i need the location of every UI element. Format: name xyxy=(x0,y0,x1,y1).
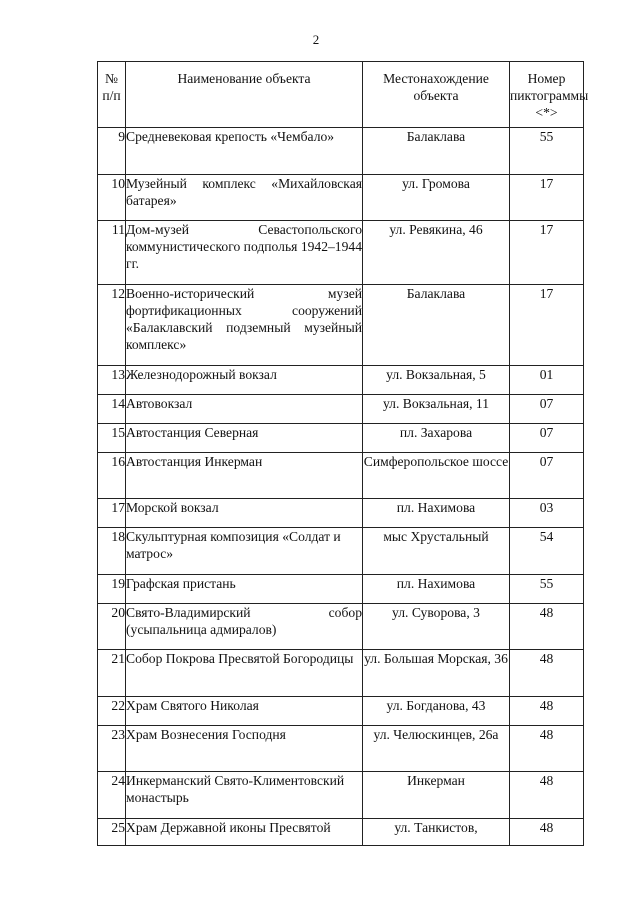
header-name: Наименование объекта xyxy=(126,62,363,128)
row-code: 03 xyxy=(510,499,584,528)
table-row xyxy=(98,221,584,285)
row-num: 12 xyxy=(98,285,126,366)
objects-table xyxy=(97,61,589,846)
row-name: Собор Покрова Пресвятой Богородицы xyxy=(126,650,363,697)
row-code: 07 xyxy=(510,453,584,499)
row-num: 18 xyxy=(98,528,126,575)
row-num: 10 xyxy=(98,175,126,221)
row-name: Храм Вознесения Господня xyxy=(126,726,363,772)
row-location: пл. Нахимова xyxy=(363,575,510,604)
page-number: 2 xyxy=(312,32,320,47)
row-location: ул. Богданова, 43 xyxy=(363,697,510,726)
row-code: 48 xyxy=(510,772,584,819)
row-location: ул. Вокзальная, 5 xyxy=(363,366,510,395)
table-row xyxy=(98,604,584,650)
header-num: № п/п xyxy=(98,62,126,128)
row-code: 17 xyxy=(510,221,584,285)
row-location: пл. Захарова xyxy=(363,424,510,453)
row-name: Морской вокзал xyxy=(126,499,363,528)
row-name: Средневековая крепость «Чембало» xyxy=(126,128,363,175)
table-row xyxy=(98,453,584,499)
row-num: 21 xyxy=(98,650,126,697)
row-num: 23 xyxy=(98,726,126,772)
table-row xyxy=(98,424,584,453)
table-row xyxy=(98,366,584,395)
row-name: Скульптурная композиция «Солдат и матрос» xyxy=(126,528,363,575)
row-num: 16 xyxy=(98,453,126,499)
row-name: Храм Державной иконы Пресвятой xyxy=(126,819,363,846)
table-row xyxy=(98,499,584,528)
table-row xyxy=(98,575,584,604)
row-location: ул. Челюскинцев, 26а xyxy=(363,726,510,772)
row-location: Инкерман xyxy=(363,772,510,819)
row-location: ул. Вокзальная, 11 xyxy=(363,395,510,424)
table-row xyxy=(98,650,584,697)
table-row xyxy=(98,285,584,366)
row-location: ул. Большая Морская, 36 xyxy=(363,650,510,697)
header-code: Номер пиктограммы <*> xyxy=(510,62,584,128)
row-name: Графская пристань xyxy=(126,575,363,604)
row-code: 01 xyxy=(510,366,584,395)
table-row xyxy=(98,697,584,726)
row-code: 48 xyxy=(510,604,584,650)
row-location: ул. Танкистов, xyxy=(363,819,510,846)
row-num: 13 xyxy=(98,366,126,395)
table-row xyxy=(98,772,584,819)
row-num: 15 xyxy=(98,424,126,453)
row-code: 48 xyxy=(510,650,584,697)
row-code: 48 xyxy=(510,726,584,772)
table-row xyxy=(98,726,584,772)
row-location: ул. Громова xyxy=(363,175,510,221)
row-code: 48 xyxy=(510,819,584,846)
row-num: 25 xyxy=(98,819,126,846)
row-name: Автостанция Северная xyxy=(126,424,363,453)
row-num: 17 xyxy=(98,499,126,528)
row-num: 22 xyxy=(98,697,126,726)
row-location: Балаклава xyxy=(363,285,510,366)
row-name: Военно-исторический музей фортификационных сооружений «Балаклавский подземный музейный комплекс» xyxy=(126,285,363,366)
row-location: пл. Нахимова xyxy=(363,499,510,528)
row-code: 17 xyxy=(510,285,584,366)
row-location: Балаклава xyxy=(363,128,510,175)
row-location: ул. Ревякина, 46 xyxy=(363,221,510,285)
row-code: 48 xyxy=(510,697,584,726)
table-row xyxy=(98,819,584,846)
row-name: Автовокзал xyxy=(126,395,363,424)
row-num: 19 xyxy=(98,575,126,604)
row-code: 17 xyxy=(510,175,584,221)
row-code: 54 xyxy=(510,528,584,575)
row-num: 9 xyxy=(98,128,126,175)
row-name: Железнодорожный вокзал xyxy=(126,366,363,395)
table-row xyxy=(98,175,584,221)
row-name: Храм Святого Николая xyxy=(126,697,363,726)
row-num: 11 xyxy=(98,221,126,285)
row-name: Музейный комплекс «Михайловская батарея» xyxy=(126,175,363,221)
row-code: 07 xyxy=(510,424,584,453)
row-name: Автостанция Инкерман xyxy=(126,453,363,499)
header-location: Местонахождение объекта xyxy=(363,62,510,128)
row-location: Симферопольское шоссе xyxy=(363,453,510,499)
row-name: Свято-Владимирский собор (усыпальница адмиралов) xyxy=(126,604,363,650)
row-location: мыс Хрустальный xyxy=(363,528,510,575)
row-num: 20 xyxy=(98,604,126,650)
table-row xyxy=(98,528,584,575)
row-name: Инкерманский Свято-Климентовский монастырь xyxy=(126,772,363,819)
row-num: 24 xyxy=(98,772,126,819)
row-code: 07 xyxy=(510,395,584,424)
row-name: Дом-музей Севастопольского коммунистического подполья 1942–1944 гг. xyxy=(126,221,363,285)
row-location: ул. Суворова, 3 xyxy=(363,604,510,650)
table-row xyxy=(98,395,584,424)
table-row xyxy=(98,128,584,175)
table-header-row xyxy=(98,62,584,128)
row-code: 55 xyxy=(510,575,584,604)
row-num: 14 xyxy=(98,395,126,424)
row-code: 55 xyxy=(510,128,584,175)
